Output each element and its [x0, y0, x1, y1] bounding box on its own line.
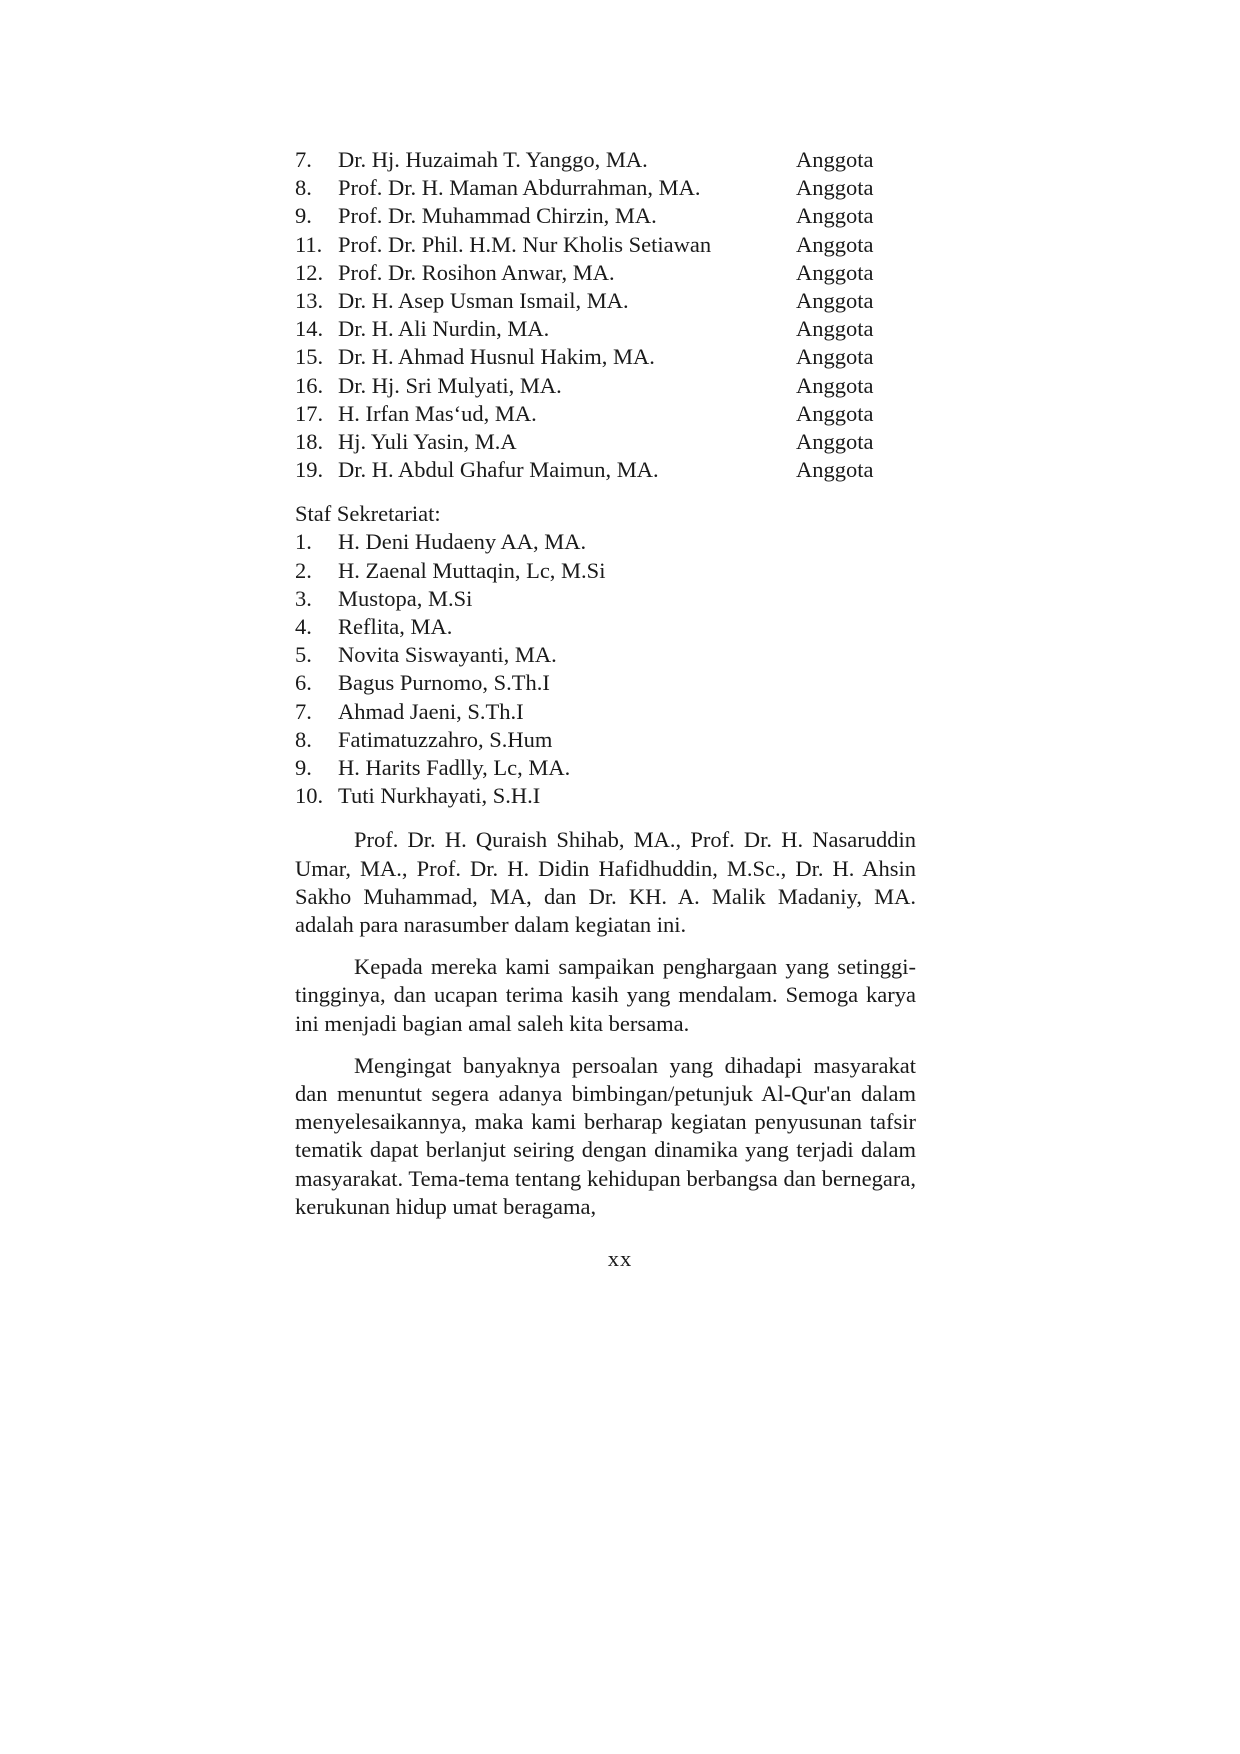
member-name: Dr. H. Asep Usman Ismail, MA. — [338, 287, 629, 313]
staff-number: 9. — [295, 754, 312, 780]
staff-name: Mustopa, M.Si — [338, 585, 473, 611]
member-number: 11. — [295, 231, 323, 257]
document-page — [295, 146, 916, 1221]
member-number: 18. — [295, 428, 324, 454]
staff-name: Bagus Purnomo, S.Th.I — [338, 670, 550, 696]
member-role: Anggota — [796, 203, 874, 229]
secretariat-heading: Staf Sekretariat: — [295, 501, 441, 527]
member-name: Prof. Dr. Rosihon Anwar, MA. — [338, 259, 615, 285]
staff-list — [295, 528, 916, 810]
member-row — [295, 456, 916, 484]
member-name: Dr. Hj. Huzaimah T. Yanggo, MA. — [338, 147, 648, 172]
member-number: 13. — [295, 287, 324, 313]
staff-row — [295, 641, 916, 669]
member-role: Anggota — [796, 175, 874, 201]
staff-name: H. Harits Fadlly, Lc, MA. — [338, 754, 571, 780]
member-role: Anggota — [796, 400, 874, 426]
member-row — [295, 231, 916, 259]
member-number: 17. — [295, 400, 324, 426]
staff-number: 10. — [295, 783, 324, 809]
member-name: Dr. Hj. Sri Mulyati, MA. — [338, 372, 562, 398]
staff-name: Novita Siswayanti, MA. — [338, 642, 557, 668]
staff-name: Tuti Nurkhayati, S.H.I — [338, 783, 541, 809]
member-role: Anggota — [796, 372, 874, 398]
staff-number: 4. — [295, 614, 312, 640]
staff-number: 8. — [295, 726, 312, 752]
member-role: Anggota — [796, 231, 874, 257]
member-row — [295, 372, 916, 400]
staff-number: 5. — [295, 642, 312, 668]
member-name: Dr. H. Ahmad Husnul Hakim, MA. — [338, 344, 655, 370]
member-name: Prof. Dr. Muhammad Chirzin, MA. — [338, 203, 657, 229]
member-number: 8. — [295, 175, 312, 201]
paragraph-narasumber: Prof. Dr. H. Quraish Shihab, MA., Prof. Dr. H. Nasaruddin Umar, MA., Prof. Dr. H. Didin Hafidhuddin, M.Sc., Dr. H. Ahsin Sakho Muhammad, MA, dan Dr. KH. A. Malik Madaniy, MA. adalah para narasumber dalam kegiatan ini. — [295, 827, 916, 937]
member-row — [295, 174, 916, 202]
staff-number: 1. — [295, 529, 312, 555]
paragraph-continuation: Mengingat banyaknya persoalan yang dihadapi masyarakat dan menuntut segera adanya bimbingan/petunjuk Al-Qur'an dalam menyelesaikannya, maka kami berharap kegiatan penyusunan tafsir tematik dapat berlanjut seiring dengan dinamika yang terjadi dalam masyarakat. Tema-tema tentang kehidupan berbangsa dan bernegara, kerukunan hidup umat beragama, — [295, 1052, 916, 1219]
staff-row — [295, 557, 916, 585]
member-name: Prof. Dr. Phil. H.M. Nur Kholis Setiawan — [338, 231, 712, 257]
member-role: Anggota — [796, 316, 874, 342]
member-row — [295, 259, 916, 287]
member-row — [295, 400, 916, 428]
staff-number: 3. — [295, 585, 312, 611]
member-row — [295, 315, 916, 343]
member-role: Anggota — [796, 147, 874, 172]
member-name: Dr. H. Abdul Ghafur Maimun, MA. — [338, 457, 659, 483]
member-number: 7. — [295, 147, 312, 172]
member-name: H. Irfan Mas‘ud, MA. — [338, 400, 537, 426]
staff-row — [295, 782, 916, 810]
staff-number: 7. — [295, 698, 312, 724]
staff-name: Ahmad Jaeni, S.Th.I — [338, 698, 524, 724]
member-row — [295, 343, 916, 371]
member-role: Anggota — [796, 259, 874, 285]
member-number: 16. — [295, 372, 324, 398]
staff-row — [295, 585, 916, 613]
staff-name: H. Zaenal Muttaqin, Lc, M.Si — [338, 557, 606, 583]
member-number: 14. — [295, 316, 324, 342]
staff-row — [295, 726, 916, 754]
member-name: Prof. Dr. H. Maman Abdurrahman, MA. — [338, 175, 701, 201]
member-number: 15. — [295, 344, 324, 370]
member-row — [295, 428, 916, 456]
member-role: Anggota — [796, 287, 874, 313]
member-row — [295, 287, 916, 315]
staff-name: H. Deni Hudaeny AA, MA. — [338, 529, 587, 555]
member-name: Hj. Yuli Yasin, M.A — [338, 428, 517, 454]
member-row — [295, 146, 916, 174]
staff-row — [295, 698, 916, 726]
staff-number: 6. — [295, 670, 312, 696]
body-text — [295, 826, 916, 1221]
member-row — [295, 202, 916, 230]
staff-name: Fatimatuzzahro, S.Hum — [338, 726, 553, 752]
member-number: 12. — [295, 259, 324, 285]
staff-name: Reflita, MA. — [338, 614, 453, 640]
staff-row — [295, 528, 916, 556]
staff-row — [295, 754, 916, 782]
member-number: 9. — [295, 203, 312, 229]
member-role: Anggota — [796, 457, 874, 483]
member-list — [295, 146, 916, 484]
member-role: Anggota — [796, 428, 874, 454]
page-number: xx — [607, 1246, 633, 1271]
staff-row — [295, 613, 916, 641]
staff-number: 2. — [295, 557, 312, 583]
staff-row — [295, 669, 916, 697]
paragraph-acknowledgement: Kepada mereka kami sampaikan penghargaan yang setinggi-tingginya, dan ucapan terima kasih yang mendalam. Semoga karya ini menjadi bagian amal saleh kita bersama. — [295, 954, 916, 1036]
member-role: Anggota — [796, 344, 874, 370]
member-number: 19. — [295, 457, 324, 483]
member-name: Dr. H. Ali Nurdin, MA. — [338, 316, 550, 342]
